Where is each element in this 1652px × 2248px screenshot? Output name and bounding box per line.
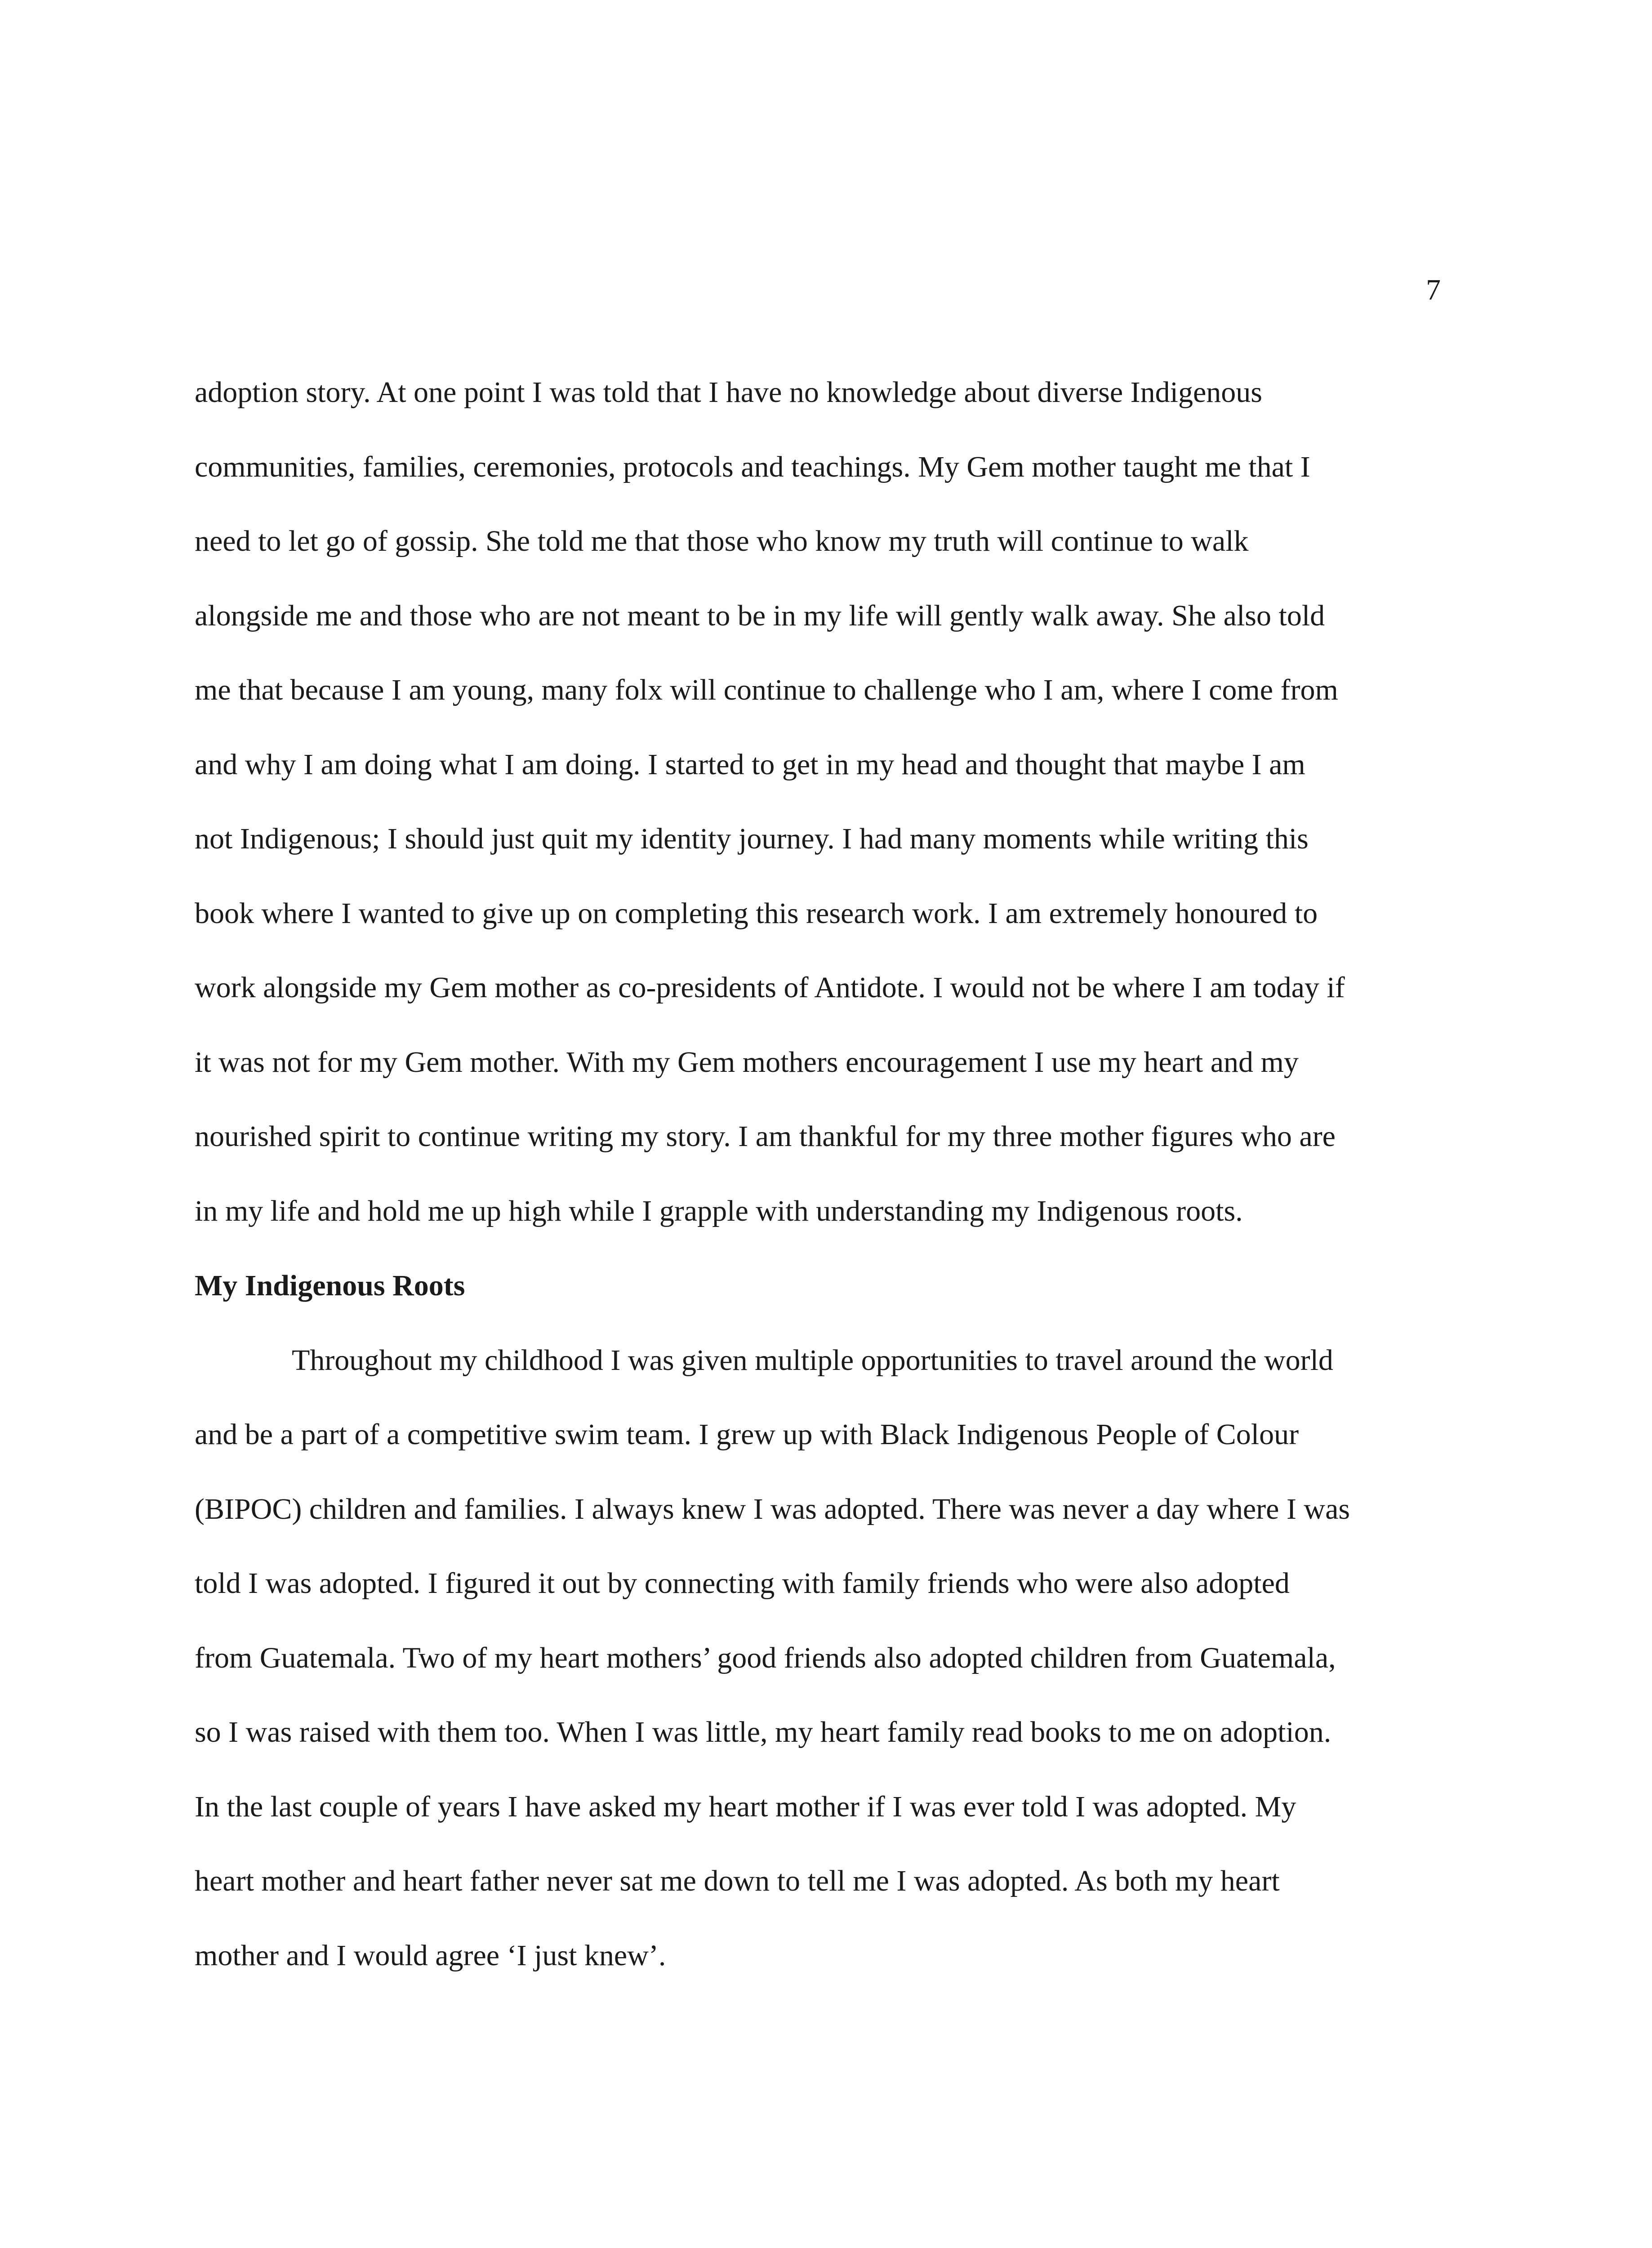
text-line: alongside me and those who are not meant to be in my life will gently walk away. She also told [195,599,1325,632]
page-number: 7 [1426,273,1441,306]
text-line: heart mother and heart father never sat me down to tell me I was adopted. As both my heart [195,1864,1280,1897]
text-line: nourished spirit to continue writing my story. I am thankful for my three mother figures who are [195,1120,1336,1153]
section-heading: My Indigenous Roots [195,1269,465,1302]
text-line: work alongside my Gem mother as co-presidents of Antidote. I would not be where I am today if [195,971,1345,1004]
paragraph-continued [195,355,1458,1248]
text-line: in my life and hold me up high while I grapple with understanding my Indigenous roots. [195,1194,1243,1227]
text-line: and be a part of a competitive swim team. I grew up with Black Indigenous People of Colour [195,1418,1299,1451]
section-my-indigenous-roots [195,1249,1458,1993]
text-line: me that because I am young, many folx will continue to challenge who I am, where I come from [195,674,1338,706]
text-line: (BIPOC) children and families. I always knew I was adopted. There was never a day where I was [195,1492,1350,1525]
text-line: Throughout my childhood I was given multiple opportunities to travel around the world [292,1343,1333,1377]
text-line: book where I wanted to give up on completing this research work. I am extremely honoured to [195,897,1318,930]
text-line: so I was raised with them too. When I was little, my heart family read books to me on adoption. [195,1716,1331,1748]
text-line: told I was adopted. I figured it out by connecting with family friends who were also adopted [195,1567,1290,1600]
text-line: it was not for my Gem mother. With my Gem mothers encouragement I use my heart and my [195,1045,1299,1079]
text-line: In the last couple of years I have asked my heart mother if I was ever told I was adopted. My [195,1790,1296,1823]
text-line: from Guatemala. Two of my heart mothers’ good friends also adopted children from Guatemala, [195,1641,1336,1674]
text-line: not Indigenous; I should just quit my identity journey. I had many moments while writing this [195,822,1309,855]
text-line: and why I am doing what I am doing. I started to get in my head and thought that maybe I am [195,748,1305,781]
text-line: adoption story. At one point I was told that I have no knowledge about diverse Indigenous [195,376,1262,409]
text-line: need to let go of gossip. She told me that those who know my truth will continue to walk [195,525,1249,558]
text-line: communities, families, ceremonies, protocols and teachings. My Gem mother taught me that I [195,450,1310,483]
text-line: mother and I would agree ‘I just knew’. [195,1939,666,1972]
